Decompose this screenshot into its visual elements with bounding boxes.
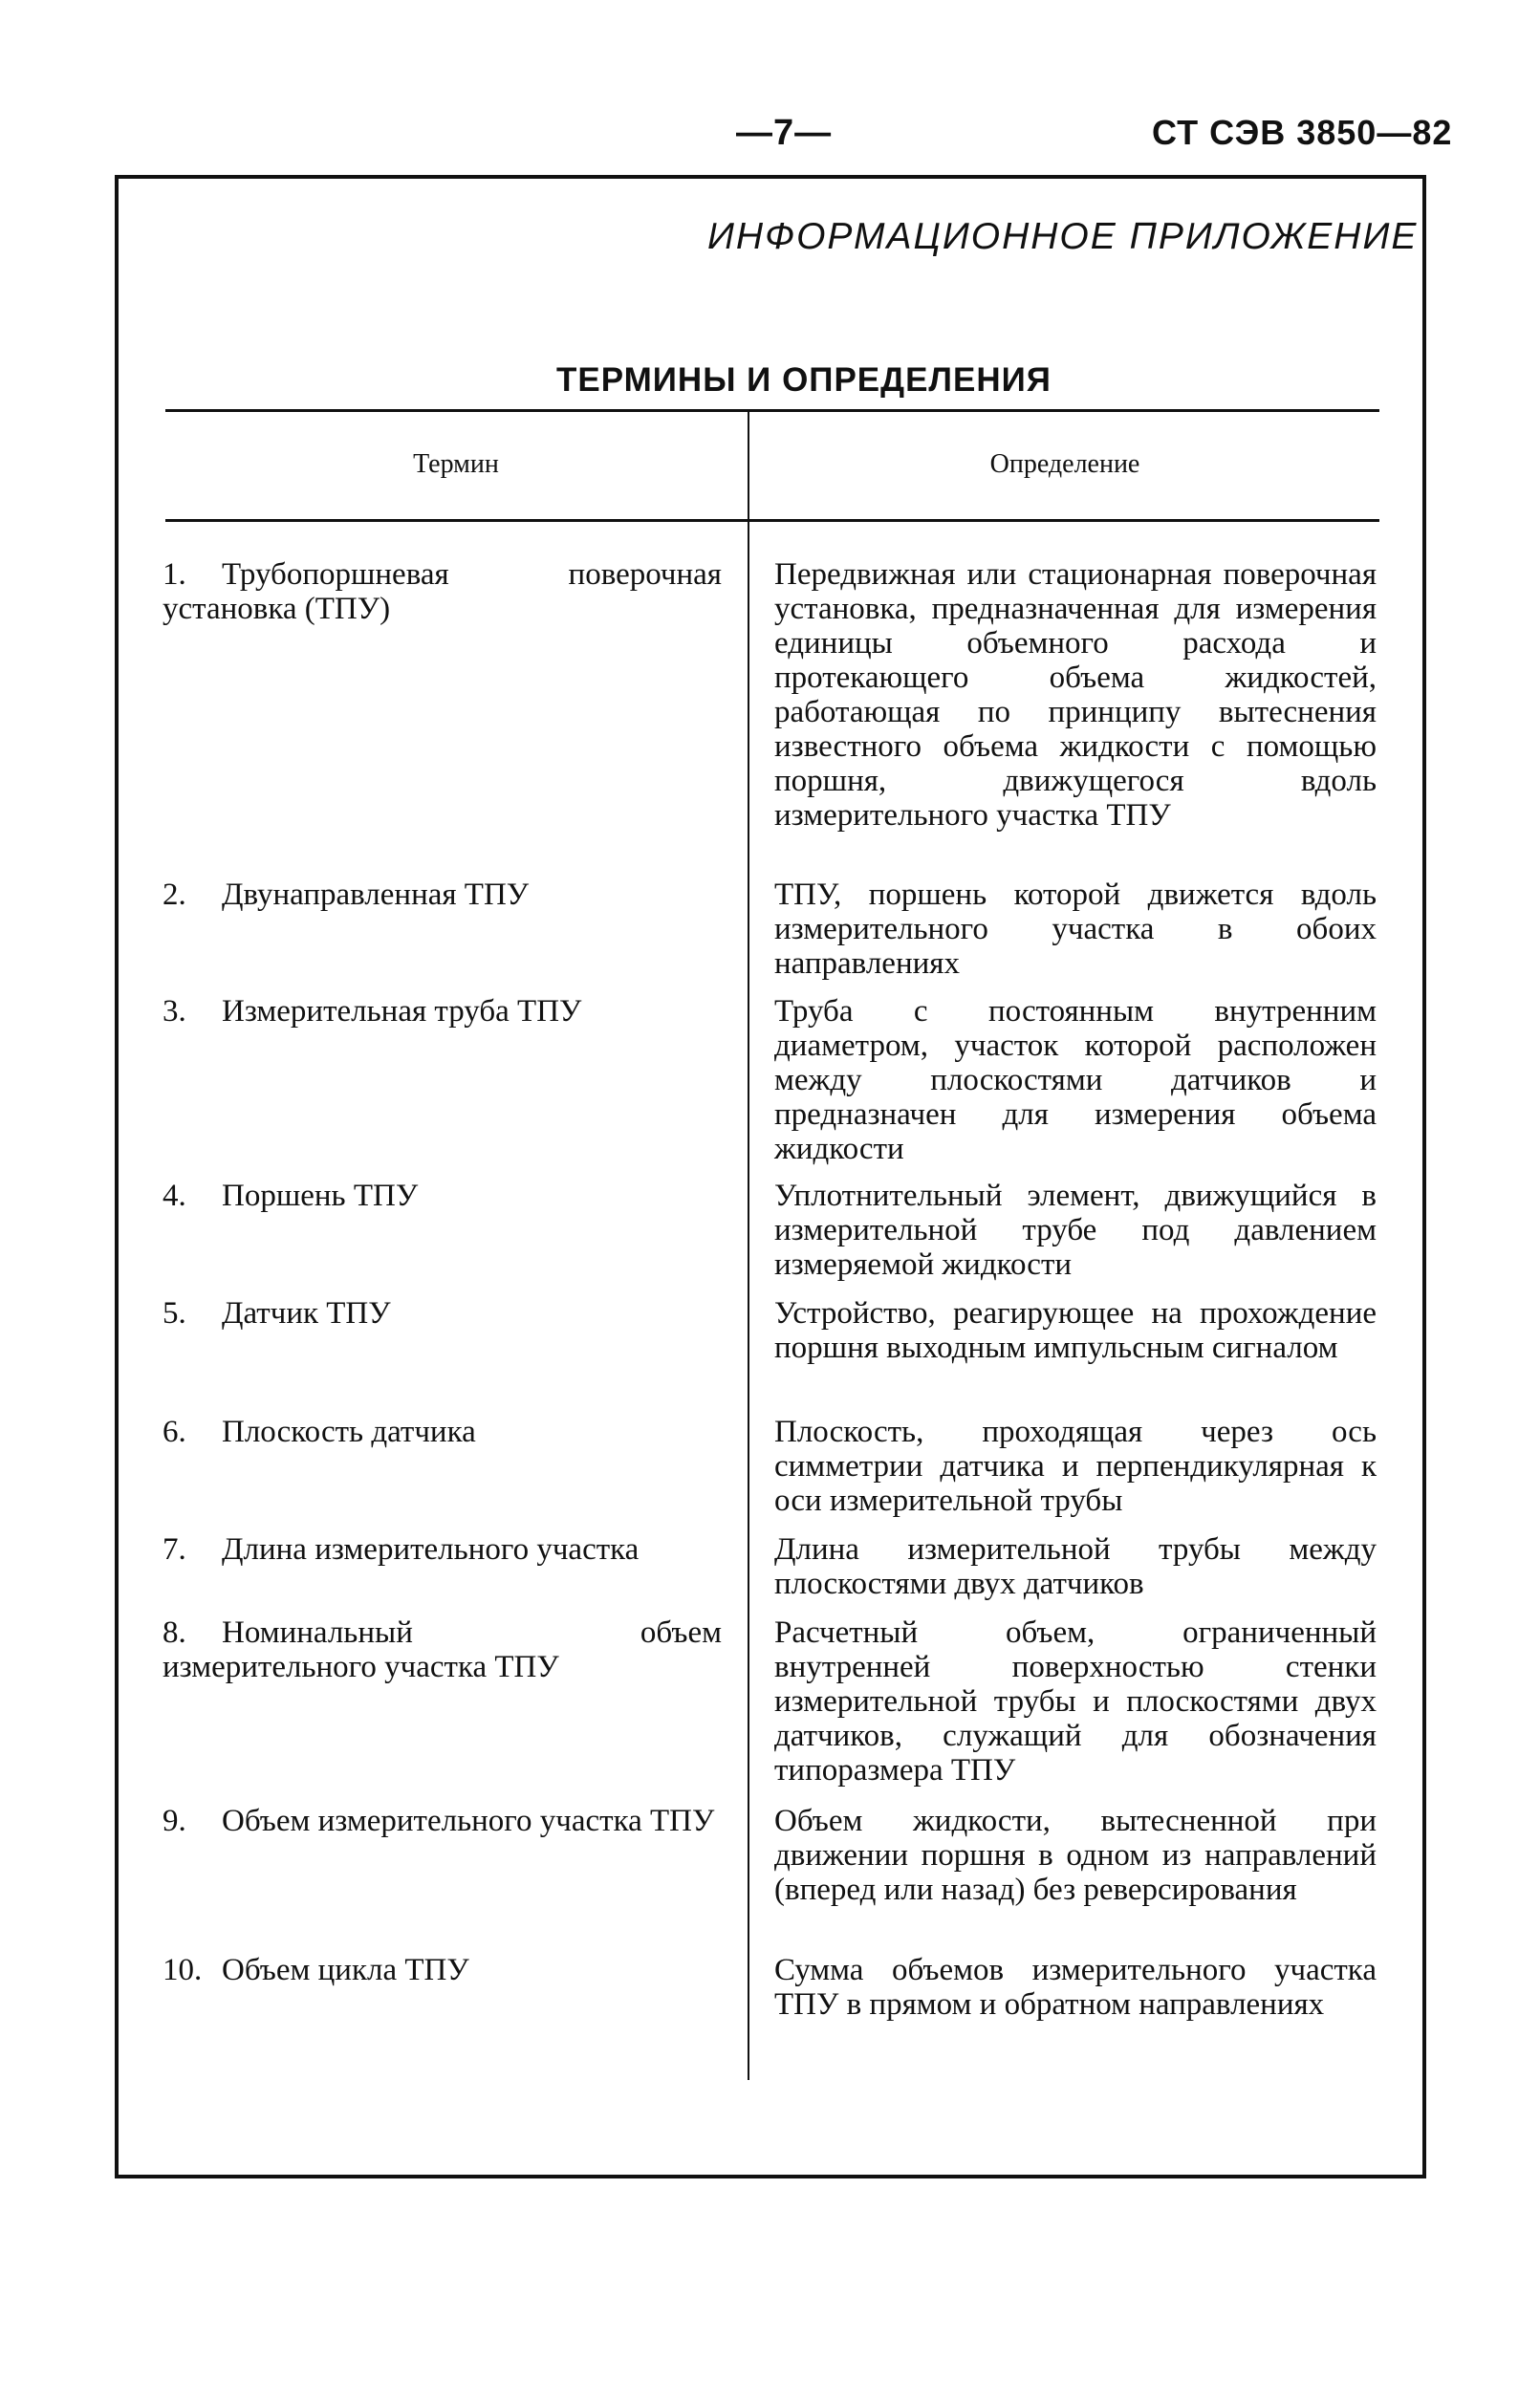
table-row-definition: Длина измерительной трубы между плоскостями двух датчиков — [774, 1532, 1377, 1601]
table-row-definition: Объем жидкости, вытесненной при движении поршня в одном из направлений (вперед или назад) без реверсирования — [774, 1804, 1377, 1907]
table-row-term — [163, 1532, 722, 1567]
table-row-term — [163, 1296, 722, 1331]
term-number: 1. — [163, 557, 186, 592]
table-row-term — [163, 1179, 722, 1213]
table-row-term — [163, 1615, 722, 1684]
term-text: Датчик ТПУ — [222, 1296, 391, 1331]
table-row-definition: Труба с постоянным внутренним диаметром, участок которой расположен между плоскостями датчиков и предназначен для измерения объема жидкости — [774, 994, 1377, 1166]
table-row-definition: ТПУ, поршень которой движется вдоль измерительного участка в обоих направлениях — [774, 878, 1377, 981]
term-text: Поршень ТПУ — [222, 1179, 419, 1213]
term-text: Трубопоршневая поверочная установка (ТПУ) — [163, 557, 722, 626]
term-number: 5. — [163, 1296, 186, 1331]
appendix-label: ИНФОРМАЦИОННОЕ ПРИЛОЖЕНИЕ — [707, 216, 1419, 257]
standard-code: СТ СЭВ 3850—82 — [1152, 113, 1453, 152]
term-number: 6. — [163, 1415, 186, 1449]
term-text: Измерительная труба ТПУ — [222, 994, 582, 1029]
table-row-definition: Передвижная или стационарная поверочная установка, предназначенная для измерения единицы объемного расхода и протекающего объема жидкостей, работающая по принципу вытеснения известного объема жидкости с помощью поршня, движущегося вдоль измерительного участка ТПУ — [774, 557, 1377, 833]
table-row-definition: Расчетный объем, ограниченный внутренней поверхностью стенки измерительной трубы и плоскостями двух датчиков, служащий для обозначения типоразмера ТПУ — [774, 1615, 1377, 1788]
column-divider — [748, 412, 749, 2080]
table-title: ТЕРМИНЫ И ОПРЕДЕЛЕНИЯ — [556, 361, 1052, 399]
term-text: Объем измерительного участка ТПУ — [222, 1804, 715, 1838]
column-header-definition: Определение — [989, 449, 1140, 479]
page-number: —7— — [736, 113, 833, 153]
column-header-term: Термин — [413, 449, 499, 479]
term-number: 4. — [163, 1179, 186, 1213]
table-row-term — [163, 878, 722, 912]
table-top-rule — [165, 409, 1379, 412]
table-row-term — [163, 557, 722, 626]
table-row-term — [163, 1953, 722, 1987]
term-number: 9. — [163, 1804, 186, 1838]
table-row-term — [163, 1415, 722, 1449]
table-row-term — [163, 994, 722, 1029]
table-row-definition: Плоскость, проходящая через ось симметрии датчика и перпендикулярная к оси измерительной трубы — [774, 1415, 1377, 1518]
table-header-rule — [165, 519, 1379, 522]
term-text: Двунаправленная ТПУ — [222, 878, 530, 912]
table-row-definition: Уплотнительный элемент, движущийся в измерительной трубе под давлением измеряемой жидкости — [774, 1179, 1377, 1282]
term-number: 10. — [163, 1953, 203, 1987]
term-number: 3. — [163, 994, 186, 1029]
term-text: Длина измерительного участка — [222, 1532, 640, 1567]
term-text: Номинальный объем измерительного участка ТПУ — [163, 1615, 722, 1684]
term-number: 8. — [163, 1615, 186, 1650]
table-row-definition: Сумма объемов измерительного участка ТПУ в прямом и обратном направлениях — [774, 1953, 1377, 2022]
table-row-definition: Устройство, реагирующее на прохождение поршня выходным импульсным сигналом — [774, 1296, 1377, 1365]
table-row-term — [163, 1804, 722, 1838]
term-text: Объем цикла ТПУ — [222, 1953, 469, 1987]
term-text: Плоскость датчика — [222, 1415, 476, 1449]
term-number: 7. — [163, 1532, 186, 1567]
term-number: 2. — [163, 878, 186, 912]
